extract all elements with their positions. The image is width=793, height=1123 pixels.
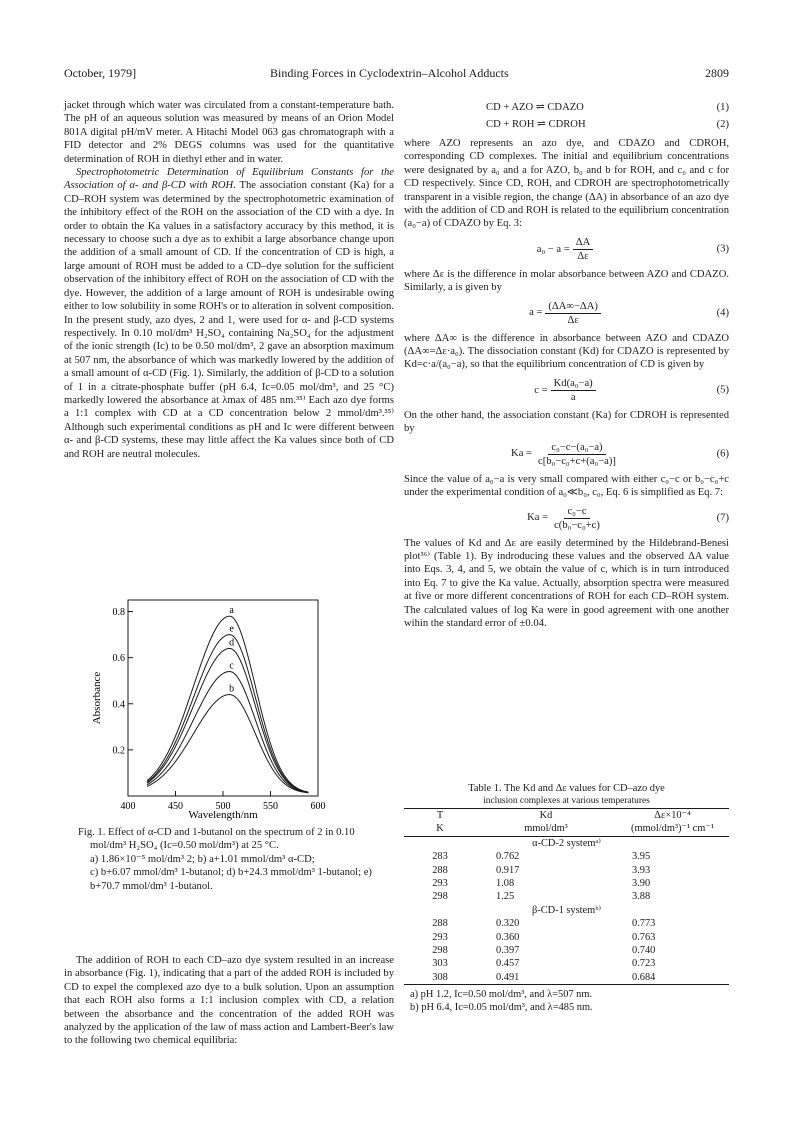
group-2-label: β-CD-1 systemᵇ⁾ [531, 904, 602, 916]
equation-2: CD + ROH ⇌ CDROH (2) [486, 118, 729, 130]
table-row [404, 877, 729, 890]
table-cell: 0.360 [496, 931, 520, 943]
table-cell: 0.773 [632, 918, 656, 930]
table-row [404, 890, 729, 903]
header-date: October, 1979] [64, 66, 137, 80]
table-row [404, 971, 729, 985]
series-label-d: d [229, 637, 235, 649]
equation-6: Ka = $\frac{\text{c₀−c−(a₀−a)}}{\text{c[b₀−c₀+c+(a₀−a)]}}$ (6) [511, 441, 729, 467]
running-title: Binding Forces in Cyclodextrin–Alcohol Adducts [270, 66, 509, 80]
table-cell: 288 [432, 918, 448, 930]
section-heading: Spectrophotometric Determination of Equilibrium Constants for the Association of α- and β-CD with ROH. [64, 167, 394, 192]
caption-line-1: a) 1.86×10⁻⁵ mol/dm³ 2; b) a+1.01 mmol/dm³ α-CD; [90, 853, 315, 865]
series-line-d [147, 649, 309, 793]
caption-title: Fig. 1. Effect of α-CD and 1-butanol on the spectrum of 2 in 0.10 mol/dm³ H₂SO₄ (Ic=0.50 mol/dm³) at 25 °C. [78, 827, 355, 852]
right-column [404, 99, 729, 630]
table-cell: 0.457 [496, 958, 520, 970]
group-1-label: α-CD-2 systemᵃ⁾ [532, 837, 601, 849]
series-line-e [147, 635, 309, 793]
table-footnote-a: a) pH 1.2, Ic=0.50 mol/dm³, and λ=507 nm. [410, 989, 593, 1001]
left-para-1: jacket through which water was circulated from a constant-temperature bath. The pH of an aqueous solution was measured by means of an Orion Model 801A digital pH/mV meter. A Hitachi Model 063 gas chromatograph with a FID detector and 2% DEGS columns was used for the quantitative determination of ROH in diethyl ether and in water. [64, 100, 394, 165]
table-header-row-2: K mmol/dm³ (mmol/dm³)⁻¹ cm⁻¹ [404, 822, 729, 836]
table-footnote-b: b) pH 6.4, Ic=0.05 mol/dm³, and λ=485 nm. [410, 1002, 593, 1014]
table-row [404, 850, 729, 863]
table-cell: 303 [432, 958, 448, 970]
equation-7: Ka = $\frac{\text{c₀−c}}{\text{c(b₀−c₀+c)}}$ (7) [527, 505, 729, 531]
x-tick-label: 400 [120, 801, 136, 812]
left-column [64, 99, 394, 461]
right-para-6: The values of Kd and Δε are easily determined by the Hildebrand-Benesi plot³⁶⁾ (Table 1). By indroducing these values and the observed ΔA value into Eqs. 3, 4, and 5, we obtain the value of c, which is in turn introduced into Eq. 7 to give the Ka value. Actually, absorption spectra were measured at five or more different concentrations of ROH for each CD–ROH system. The calculated values of log Ka were in good agreement with one another wihin the standard error of ±0.04. [404, 537, 729, 629]
x-tick-label: 500 [215, 801, 231, 812]
table-body-beta [404, 904, 729, 985]
table-cell: 1.25 [496, 891, 515, 903]
right-para-5: Since the value of a₀−a is very small compared with either c₀−c or b₀−c₀+c under the experimental condition of a₀≪b₀, c₀, Eq. 6 is simplified as Eq. 7: [404, 473, 729, 499]
table-1 [404, 782, 729, 1014]
table-cell: 288 [432, 864, 448, 876]
absorbance-chart [64, 592, 394, 822]
figure-caption [78, 826, 383, 893]
table-cell: 0.762 [496, 851, 520, 863]
equation-1: CD + AZO ⇌ CDAZO (1) [486, 101, 729, 113]
left-para-3: The addition of ROH to each CD–azo dye system resulted in an increase in absorbance (Fig. 1), indicating that a part of the added ROH is included by CD to expel the complexed azo dye to a bulk solution. Upon an assumption that each ROH also forms a 1:1 inclusion complex with CD, a relation between the absorbance and the concentration of the added ROH was analyzed by the application of the law of mass action and Lambert-Beer's law to the following two chemical equilibria: [64, 955, 394, 1047]
series-label-a: a [229, 605, 234, 617]
y-axis-ticks [113, 607, 134, 756]
spectra-curves [147, 605, 309, 793]
table-cell: 3.93 [632, 864, 651, 876]
right-para-1: where AZO represents an azo dye, and CDAZO and CDROH, corresponding CD complexes. The initial and equilibrium concentrations were designated by a₀ and a for AZO, b₀ and b for ROH, and c₀ and c for CD respectively. Since CD, ROH, and CDROH are spectrophotometrically transparent in a visible region, the change (ΔA) in absorbance of an azo dye with the addition of CD and ROH is related to the equilibrium concentration (a₀−a) of CDAZO by Eq. 3: [404, 138, 729, 230]
table-grid [404, 808, 729, 985]
table-row [404, 957, 729, 970]
table-cell: 0.763 [632, 931, 656, 943]
table-cell: 293 [432, 931, 448, 943]
series-label-c: c [229, 660, 234, 672]
caption-line-2: c) b+6.07 mmol/dm³ 1-butanol; d) b+24.3 mmol/dm³ 1-butanol; e) b+70.7 mmol/dm³ 1-butanol. [90, 867, 372, 892]
table-row [404, 931, 729, 944]
table-cell: 1.08 [496, 878, 515, 890]
y-tick-label: 0.4 [112, 699, 125, 711]
table-cell: 308 [404, 971, 476, 985]
y-axis-label: Absorbance [91, 671, 103, 725]
page-number: 2809 [705, 66, 729, 80]
table-row [404, 917, 729, 930]
x-tick-label: 550 [263, 801, 278, 812]
equation-4: a = $\frac{(\Delta A\infty-\Delta A)}{\Delta\varepsilon}$ (4) [529, 300, 729, 326]
x-tick-label: 600 [310, 801, 326, 812]
y-tick-label: 0.6 [112, 653, 125, 665]
table-cell: 0.740 [632, 945, 656, 957]
series-line-a [147, 616, 309, 792]
series-label-e: e [229, 623, 234, 635]
y-tick-label: 0.2 [112, 745, 125, 757]
table-cell: 0.397 [496, 945, 520, 957]
table-caption-2: inclusion complexes at various temperatures [483, 796, 650, 806]
table-row [404, 944, 729, 957]
table-row [404, 864, 729, 877]
plot-frame [128, 600, 318, 796]
y-tick-label: 0.8 [112, 607, 125, 619]
left-para-2-wrap [64, 166, 394, 461]
x-axis-label: Wavelength/nm [188, 809, 258, 821]
series-label-b: b [229, 683, 235, 695]
right-para-4: On the other hand, the association constant (Ka) for CDROH is represented by [404, 409, 729, 435]
right-para-3: where ΔA∞ is the difference in absorbance between AZO and CDAZO (ΔA∞=Δε·a₀). The dissociation constant (Kd) for CDAZO is represented by Kd=c·a/(a₀−a), so that the equilibrium concentration of CD is given by [404, 332, 729, 371]
x-tick-label: 450 [168, 801, 183, 812]
table-cell: 0.917 [496, 864, 520, 876]
left-para-2: The association constant (Ka) for a CD–ROH system was determined by the spectrophotometric examination of the inhibitory effect of the ROH on the association of the CD with a dye. In order to obtain the Ka values in a satisfactory accuracy by this method, it is necessary to choose such a dye as to exhibit a large absorbance change upon the addition of a small amount of CD. If the concentration of CD is high, a large amount of ROH must be added to a CD–dye solution for the sufficient observation of the inhibitory effect of ROH on the association of CD with the dye. However, the addition of a large amount of ROH is undesirable owing either to low solubility in some ROH's or to alteration in solvent composition. In the present study, azo dyes, 2 and 1, were used for α- and β-CD systems respectively. In 0.10 mol/dm³ H₂SO₄ containing Na₂SO₄ for the adjustment of the ionic strength (Ic) to be 0.50 mol/dm³, 2 gave an absorption maximum at 507 nm, the absorbance of which was markedly lowered by the addition of a small amount of α-CD (Fig. 1). Similarly, the addition of β-CD to a solution of 1 in a citrate-phosphate buffer (pH 6.4, Ic=0.05 mol/dm³, and 25 °C) markedly lowered the absorbance at λmax of 485 nm.³⁵⁾ Each azo dye forms a 1:1 complex with CD at a CD concentration below 2 mmol/dm³.³⁵⁾ Although such experimental conditions as pH and Ic were different between α- and β-CD systems, these may little affect the Ka values since both of CD and ROH are neutral molecules. [64, 180, 394, 460]
table-caption-1: Table 1. The Kd and Δε values for CD–azo dye [468, 783, 665, 794]
table-cell: 0.723 [632, 958, 656, 970]
table-cell: 283 [432, 851, 448, 863]
table-cell: 3.88 [632, 891, 651, 903]
table-cell: 293 [432, 878, 448, 890]
table-cell: 0.320 [496, 918, 520, 930]
table-body-alpha [404, 836, 729, 904]
equation-5: c = $\frac{\text{Kd(a₀−a)}}{a}$ (5) [534, 377, 729, 403]
left-bottom-text [64, 954, 394, 1048]
table-cell: 298 [432, 945, 448, 957]
table-header-row-1: T Kd Δε×10⁻⁴ [404, 809, 729, 823]
figure-1 [64, 592, 394, 822]
table-cell: 0.684 [616, 971, 729, 985]
table-cell: 3.90 [632, 878, 651, 890]
right-para-2: where Δε is the difference in molar absorbance between AZO and CDAZO. Similarly, a is given by [404, 268, 729, 294]
table-cell: 0.491 [476, 971, 616, 985]
equation-3: a₀ − a = $\frac{\Delta A}{\Delta\varepsilon}$ (3) [536, 236, 729, 262]
table-cell: 298 [432, 891, 448, 903]
table-cell: 3.95 [632, 851, 651, 863]
